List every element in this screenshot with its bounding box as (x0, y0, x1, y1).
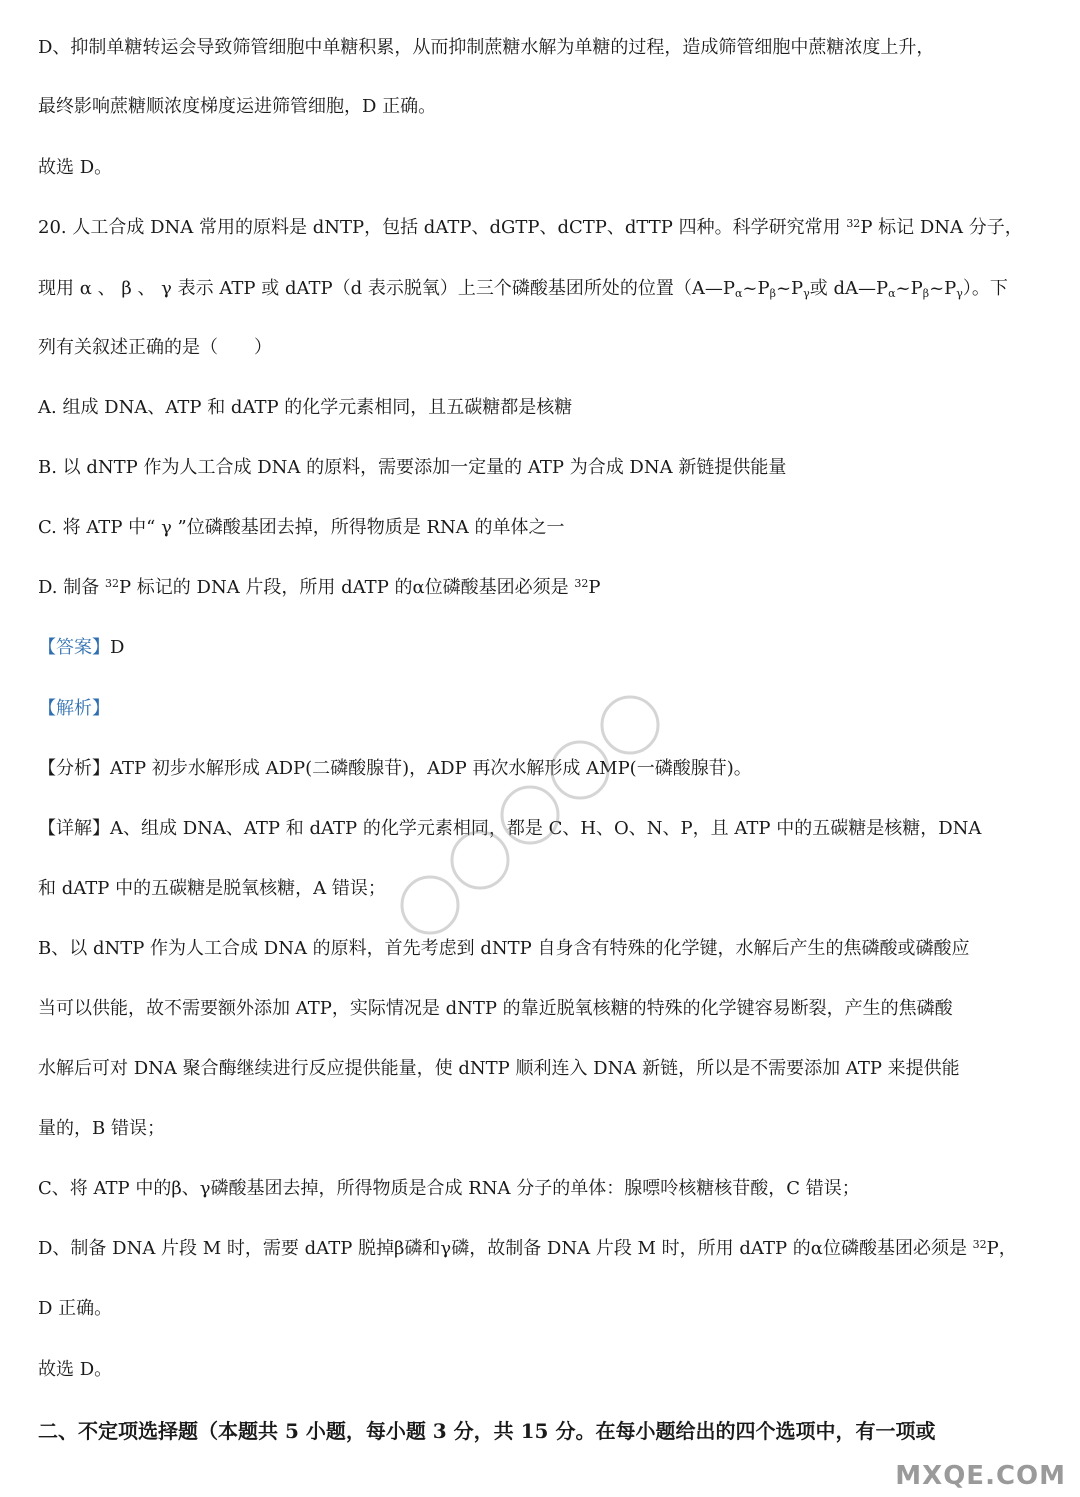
subscript: β (769, 287, 776, 300)
analysis-tag: 【解析】 (38, 698, 110, 719)
text-run: P (588, 577, 601, 598)
text-run: ~P (929, 278, 957, 299)
text-run: D. 制备 (38, 577, 105, 598)
analysis-summary: 【分析】ATP 初步水解形成 ADP(二磷酸腺苷)，ADP 再次水解形成 AMP(一磷酸腺苷)。 (38, 758, 752, 779)
detail-b: 水解后可对 DNA 聚合酶继续进行反应提供能量，使 dNTP 顺利连入 DNA 新链，所以是不需要添加 ATP 来提供能 (38, 1058, 960, 1079)
detail-b: B、以 dNTP 作为人工合成 DNA 的原料，首先考虑到 dNTP 自身含有特殊的化学键，水解后产生的焦磷酸或磷酸应 (38, 938, 970, 959)
answer-value: D (110, 637, 125, 658)
option-b: B. 以 dNTP 作为人工合成 DNA 的原料，需要添加一定量的 ATP 为合成 DNA 新链提供能量 (38, 457, 787, 478)
conclusion: 故选 D。 (38, 1359, 113, 1380)
option-c: C. 将 ATP 中“ γ ”位磷酸基团去掉，所得物质是 RNA 的单体之一 (38, 517, 565, 538)
detail-b: 当可以供能，故不需要额外添加 ATP，实际情况是 dNTP 的靠近脱氧核糖的特殊的化学键容易断裂，产生的焦磷酸 (38, 998, 953, 1019)
superscript: 32 (574, 577, 589, 590)
answer-line (38, 636, 124, 660)
superscript: 32 (972, 1238, 987, 1251)
text-run: ~P (775, 278, 804, 299)
text-run: 现用 α 、 β 、 γ 表示 ATP 或 dATP（d 表示脱氧）上三个磷酸基团所处的位置（A—P (38, 278, 735, 299)
text-run: ~P (895, 278, 923, 299)
detail-d: D 正确。 (38, 1298, 113, 1319)
text-run: ~P (742, 278, 770, 299)
section-heading: 二、不定项选择题（本题共 5 小题，每小题 3 分，共 15 分。在每小题给出的四个选项中，有一项或 (38, 1419, 936, 1443)
question-20-stem (38, 277, 1008, 301)
detail-a: 【详解】A、组成 DNA、ATP 和 dATP 的化学元素相同，都是 C、H、O、N、P，且 ATP 中的五碳糖是核糖，DNA (38, 818, 982, 839)
text-run: D、制备 DNA 片段 M 时，需要 dATP 脱掉β磷和γ磷，故制备 DNA 片段 M 时，所用 dATP 的α位磷酸基团必须是 (38, 1238, 973, 1259)
detail-c: C、将 ATP 中的β、γ磷酸基团去掉，所得物质是合成 RNA 分子的单体：腺嘌呤核糖核苷酸，C 错误； (38, 1178, 860, 1199)
text-run: ）。下 (962, 278, 1008, 299)
text-line: D、抑制单糖转运会导致筛管细胞中单糖积累，从而抑制蔗糖水解为单糖的过程，造成筛管细胞中蔗糖浓度上升， (38, 37, 935, 58)
text-run: 20. 人工合成 DNA 常用的原料是 dNTP，包括 dATP、dGTP、dCTP、dTTP 四种。科学研究常用 (38, 217, 847, 238)
subscript: α (888, 287, 896, 300)
text-run: 或 dA—P (809, 278, 889, 299)
option-d (38, 576, 601, 600)
superscript: 32 (846, 217, 861, 230)
subscript: α (734, 287, 743, 300)
detail-b: 量的，B 错误； (38, 1118, 165, 1139)
answer-tag: 【答案】 (38, 637, 110, 658)
text-run: P 标记的 DNA 片段，所用 dATP 的α位磷酸基团必须是 (118, 577, 575, 598)
question-20-stem: 列有关叙述正确的是（ ） (38, 337, 272, 358)
question-20-stem (38, 216, 1023, 240)
subscript: γ (956, 287, 963, 300)
corner-watermark: MXQE.COM (895, 1461, 1066, 1491)
subscript: β (922, 287, 930, 300)
text-run: P 标记 DNA 分子， (860, 217, 1023, 238)
text-line: 最终影响蔗糖顺浓度梯度运进筛管细胞，D 正确。 (38, 96, 437, 117)
subscript: γ (803, 287, 810, 300)
detail-a: 和 dATP 中的五碳糖是脱氧核糖，A 错误； (38, 878, 386, 899)
option-a: A. 组成 DNA、ATP 和 dATP 的化学元素相同，且五碳糖都是核糖 (38, 397, 573, 418)
detail-d (38, 1237, 1017, 1261)
text-line: 故选 D。 (38, 157, 113, 178)
superscript: 32 (104, 577, 119, 590)
text-run: P， (986, 1238, 1017, 1259)
